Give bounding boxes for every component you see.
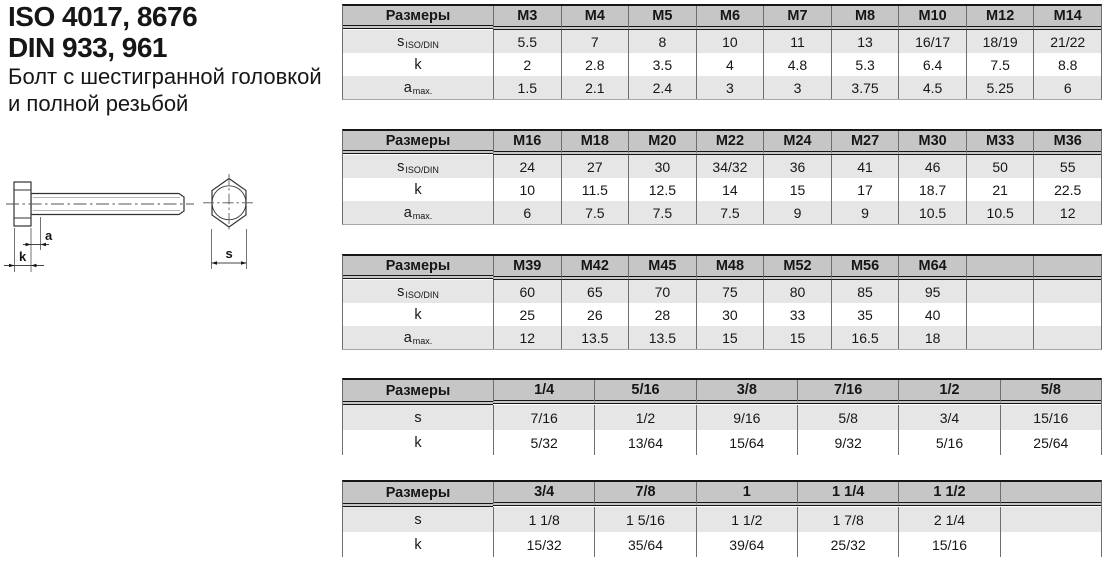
size-column-header: M4 (561, 6, 629, 30)
value-cell: 13 (831, 30, 899, 53)
size-column-header: 1/2 (898, 380, 999, 404)
size-column-header: M33 (966, 131, 1034, 155)
value-cell: 5.3 (831, 53, 899, 76)
size-column-header: M8 (831, 6, 899, 30)
size-column-header: M6 (696, 6, 764, 30)
size-column-header: 7/16 (797, 380, 898, 404)
value-cell: 12 (1033, 201, 1101, 224)
table-corner-header: Размеры (343, 131, 493, 154)
value-cell: 36 (763, 155, 831, 178)
value-cell: 60 (493, 280, 561, 303)
standard-din: DIN 933, 961 (8, 32, 167, 63)
value-cell: 4.8 (763, 53, 831, 76)
row-label: k (414, 536, 422, 553)
value-cell (1000, 532, 1101, 557)
value-cell: 8 (628, 30, 696, 53)
value-cell: 30 (628, 155, 696, 178)
value-cell: 40 (898, 303, 966, 326)
row-label-subscript: ISO/DIN (405, 289, 439, 300)
value-cell: 9 (763, 201, 831, 224)
value-cell (1000, 507, 1101, 532)
arrow-a-left (26, 243, 32, 247)
value-cell: 1 1/8 (493, 507, 594, 532)
value-cell: 85 (831, 280, 899, 303)
size-column-header: M56 (831, 256, 899, 280)
size-column-header: M20 (628, 131, 696, 155)
value-cell: 3/4 (898, 405, 999, 430)
value-cell: 39/64 (696, 532, 797, 557)
bolt-technical-drawing (0, 168, 280, 280)
row-label: s $_{ISO/DIN}$ (343, 155, 493, 178)
row-label: s $_{ISO/DIN}$ (343, 30, 493, 53)
value-cell: 55 (1033, 155, 1101, 178)
value-cell: 10.5 (898, 201, 966, 224)
size-column-header (1033, 256, 1101, 280)
size-column-header: M5 (628, 6, 696, 30)
row-label: a $_{max.}$ (343, 326, 493, 349)
value-cell: 5.5 (493, 30, 561, 53)
value-cell: 2 (493, 53, 561, 76)
value-cell: 5/16 (898, 430, 999, 455)
value-cell: 10 (696, 30, 764, 53)
value-cell: 95 (898, 280, 966, 303)
value-cell: 1.5 (493, 76, 561, 99)
row-label: k (414, 434, 422, 451)
value-cell: 7 (561, 30, 629, 53)
value-cell: 80 (763, 280, 831, 303)
value-cell: 5.25 (966, 76, 1034, 99)
table-corner-header: Размеры (343, 482, 493, 507)
value-cell: 14 (696, 178, 764, 201)
value-cell: 28 (628, 303, 696, 326)
row-label: a $_{max.}$ (343, 76, 493, 99)
value-cell: 18 (898, 326, 966, 349)
value-cell (966, 326, 1034, 349)
value-cell: 3.5 (628, 53, 696, 76)
value-cell (1033, 326, 1101, 349)
row-label: k (414, 56, 422, 73)
dimension-table-metric-1 (342, 4, 1102, 100)
value-cell: 15/16 (1000, 405, 1101, 430)
value-cell (966, 303, 1034, 326)
dim-label-a: a (45, 228, 53, 243)
value-cell: 15/16 (898, 532, 999, 557)
size-column-header: M64 (898, 256, 966, 280)
arrow-s-left (212, 261, 218, 265)
table-corner-header: Размеры (343, 256, 493, 279)
value-cell: 15/64 (696, 430, 797, 455)
size-column-header: M39 (493, 256, 561, 280)
value-cell: 75 (696, 280, 764, 303)
size-column-header (966, 256, 1034, 280)
value-cell: 18/19 (966, 30, 1034, 53)
value-cell: 7.5 (561, 201, 629, 224)
value-cell: 27 (561, 155, 629, 178)
value-cell (966, 280, 1034, 303)
value-cell: 7/16 (493, 405, 594, 430)
value-cell: 11 (763, 30, 831, 53)
value-cell: 34/32 (696, 155, 764, 178)
arrow-a-right (41, 243, 47, 247)
row-label: s $_{ISO/DIN}$ (343, 280, 493, 303)
standard-iso: ISO 4017, 8676 (8, 1, 198, 32)
value-cell: 1 7/8 (797, 507, 898, 532)
size-column-header: M24 (763, 131, 831, 155)
arrow-k-right (31, 264, 37, 268)
value-cell: 15 (696, 326, 764, 349)
value-cell: 9/32 (797, 430, 898, 455)
row-label-subscript: ISO/DIN (405, 39, 439, 50)
value-cell: 3.75 (831, 76, 899, 99)
value-cell: 9/16 (696, 405, 797, 430)
row-label: s (343, 405, 493, 430)
size-column-header: M42 (561, 256, 629, 280)
row-label-subscript: max. (412, 210, 433, 221)
value-cell: 10.5 (966, 201, 1034, 224)
value-cell: 70 (628, 280, 696, 303)
product-description-line1: Болт с шестигранной головкой (8, 64, 322, 89)
value-cell: 16.5 (831, 326, 899, 349)
row-label-subscript: max. (412, 85, 433, 96)
value-cell: 18.7 (898, 178, 966, 201)
value-cell: 21/22 (1033, 30, 1101, 53)
value-cell: 30 (696, 303, 764, 326)
row-label-subscript: max. (412, 335, 433, 346)
value-cell: 11.5 (561, 178, 629, 201)
value-cell: 5/8 (797, 405, 898, 430)
dimension-table-metric-2 (342, 129, 1102, 225)
value-cell: 5/32 (493, 430, 594, 455)
size-column-header: M36 (1033, 131, 1101, 155)
size-column-header: 3/4 (493, 482, 594, 506)
value-cell: 50 (966, 155, 1034, 178)
size-column-header: 1 1/4 (797, 482, 898, 506)
size-column-header: M18 (561, 131, 629, 155)
size-column-header (1000, 482, 1101, 506)
table-corner-header: Размеры (343, 380, 493, 405)
value-cell: 16/17 (898, 30, 966, 53)
value-cell: 2.8 (561, 53, 629, 76)
value-cell: 17 (831, 178, 899, 201)
size-column-header: M45 (628, 256, 696, 280)
value-cell: 3 (763, 76, 831, 99)
value-cell: 6 (1033, 76, 1101, 99)
value-cell: 25/64 (1000, 430, 1101, 455)
row-label: k (414, 181, 422, 198)
size-column-header: 3/8 (696, 380, 797, 404)
size-column-header: M22 (696, 131, 764, 155)
dim-label-s: s (225, 246, 233, 261)
value-cell (1033, 280, 1101, 303)
value-cell: 4 (696, 53, 764, 76)
value-cell: 15 (763, 178, 831, 201)
value-cell: 13.5 (561, 326, 629, 349)
size-column-header: M7 (763, 6, 831, 30)
value-cell: 15 (763, 326, 831, 349)
size-column-header: 1/4 (493, 380, 594, 404)
size-column-header: M27 (831, 131, 899, 155)
value-cell: 1/2 (594, 405, 695, 430)
value-cell: 15/32 (493, 532, 594, 557)
value-cell: 24 (493, 155, 561, 178)
value-cell: 13.5 (628, 326, 696, 349)
value-cell: 2.1 (561, 76, 629, 99)
size-column-header: 1 (696, 482, 797, 506)
dimension-table-inch-2 (342, 480, 1102, 557)
value-cell: 12 (493, 326, 561, 349)
value-cell: 13/64 (594, 430, 695, 455)
size-column-header: M14 (1033, 6, 1101, 30)
value-cell: 21 (966, 178, 1034, 201)
value-cell: 22.5 (1033, 178, 1101, 201)
size-column-header: M12 (966, 6, 1034, 30)
value-cell: 25 (493, 303, 561, 326)
value-cell: 35/64 (594, 532, 695, 557)
value-cell: 12.5 (628, 178, 696, 201)
size-column-header: M3 (493, 6, 561, 30)
row-label-subscript: ISO/DIN (405, 164, 439, 175)
size-column-header: M30 (898, 131, 966, 155)
value-cell: 65 (561, 280, 629, 303)
size-column-header: M48 (696, 256, 764, 280)
value-cell: 26 (561, 303, 629, 326)
size-column-header: M16 (493, 131, 561, 155)
product-description-line2: и полной резьбой (8, 91, 189, 116)
value-cell: 8.8 (1033, 53, 1101, 76)
row-label: k (414, 306, 422, 323)
value-cell: 4.5 (898, 76, 966, 99)
size-column-header: 7/8 (594, 482, 695, 506)
value-cell: 33 (763, 303, 831, 326)
size-column-header: M52 (763, 256, 831, 280)
value-cell: 25/32 (797, 532, 898, 557)
title-block (8, 1, 322, 117)
value-cell: 9 (831, 201, 899, 224)
arrow-k-left (9, 264, 15, 268)
value-cell: 35 (831, 303, 899, 326)
dimension-table-inch-1 (342, 378, 1102, 455)
value-cell: 46 (898, 155, 966, 178)
value-cell: 2 1/4 (898, 507, 999, 532)
row-label: a $_{max.}$ (343, 201, 493, 224)
row-label: s (343, 507, 493, 532)
value-cell: 1 1/2 (696, 507, 797, 532)
value-cell: 7.5 (628, 201, 696, 224)
value-cell: 41 (831, 155, 899, 178)
value-cell: 2.4 (628, 76, 696, 99)
value-cell: 7.5 (966, 53, 1034, 76)
value-cell: 6 (493, 201, 561, 224)
value-cell: 10 (493, 178, 561, 201)
size-column-header: 1 1/2 (898, 482, 999, 506)
value-cell: 3 (696, 76, 764, 99)
arrow-s-right (241, 261, 247, 265)
value-cell: 1 5/16 (594, 507, 695, 532)
value-cell: 7.5 (696, 201, 764, 224)
size-column-header: 5/8 (1000, 380, 1101, 404)
value-cell: 6.4 (898, 53, 966, 76)
size-column-header: M10 (898, 6, 966, 30)
size-column-header: 5/16 (594, 380, 695, 404)
table-corner-header: Размеры (343, 6, 493, 29)
dim-label-k: k (19, 249, 27, 264)
value-cell (1033, 303, 1101, 326)
dimension-table-metric-3 (342, 254, 1102, 350)
